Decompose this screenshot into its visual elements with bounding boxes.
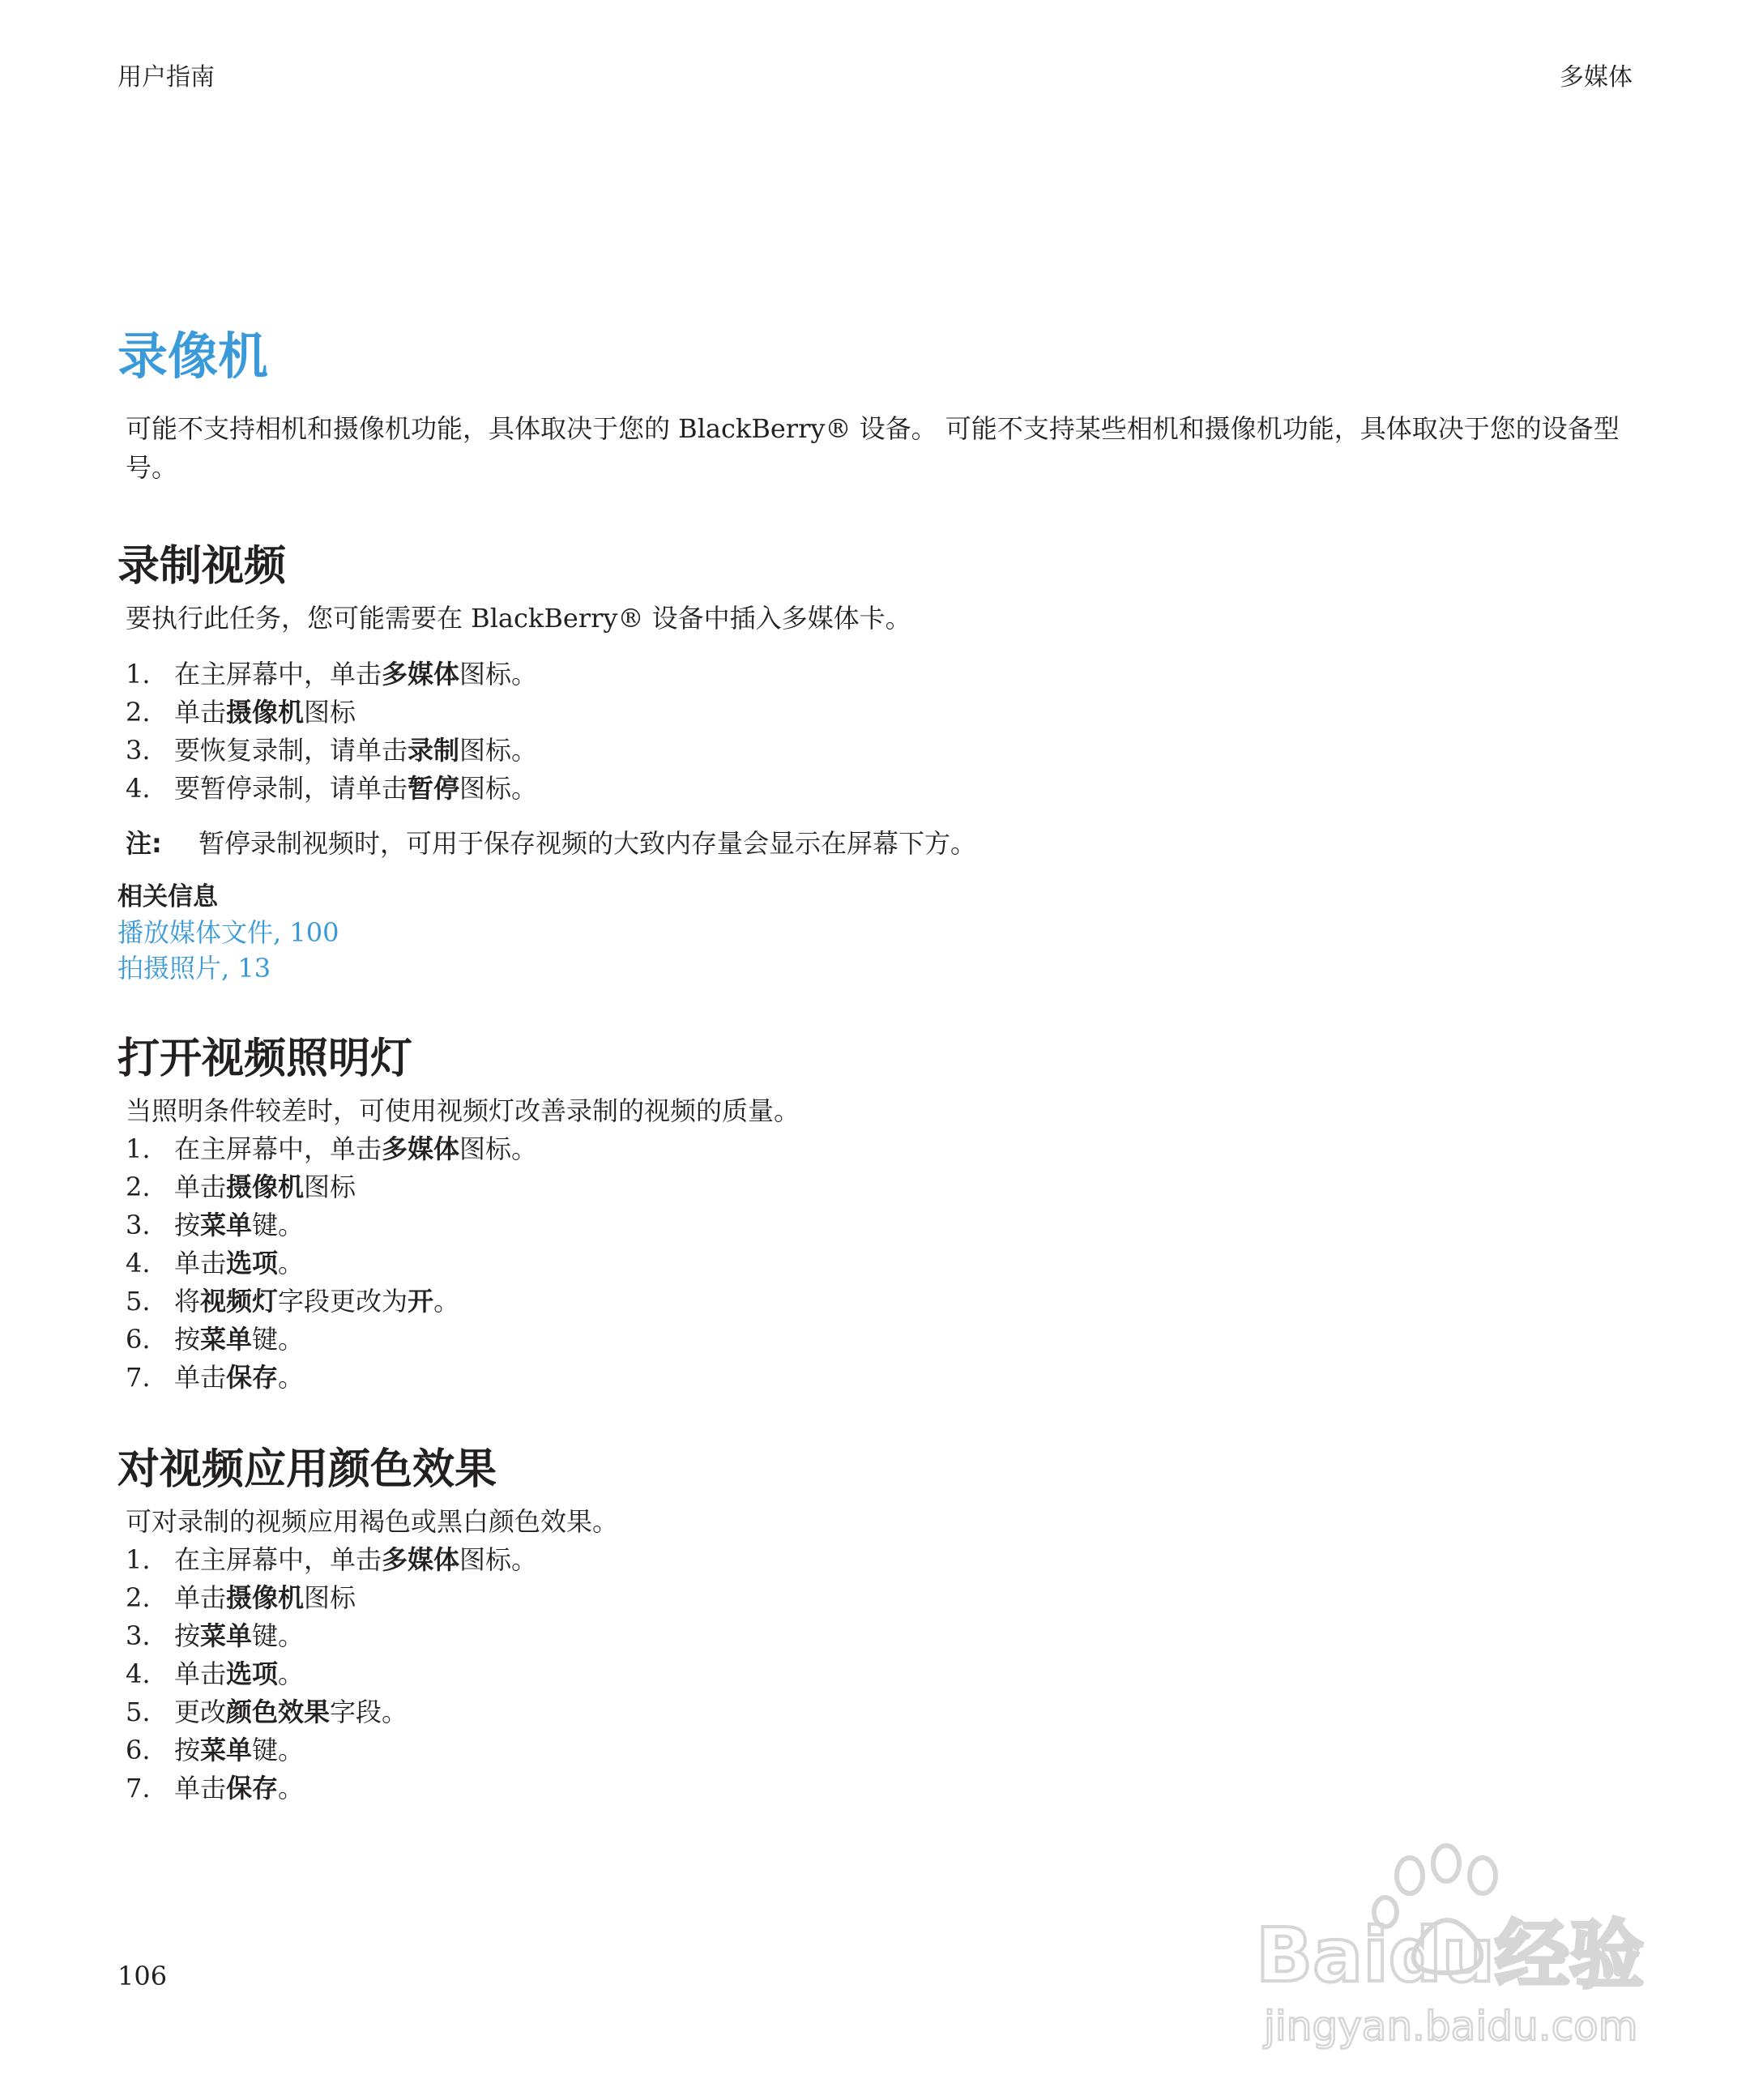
intro-paragraph: 可能不支持相机和摄像机功能，具体取决于您的 BlackBerry® 设备。 可能不支持某些相机和摄像机功能，具体取决于您的设备型号。: [126, 413, 1620, 483]
watermark-brand: Baidu经验: [1256, 1912, 1645, 1999]
list-item: 7. 单击保存。: [126, 1773, 305, 1803]
list-item: 2. 单击摄像机图标: [126, 1172, 356, 1202]
watermark-url: jingyan.baidu.com: [1264, 2003, 1638, 2050]
section-color-effect-text: 可对录制的视频应用褐色或黑白颜色效果。: [126, 1506, 619, 1537]
running-header-left: 用户指南: [117, 63, 215, 92]
list-item: 6. 按菜单键。: [126, 1735, 305, 1765]
list-item: 5. 将视频灯字段更改为开。: [126, 1286, 460, 1317]
section-heading-color-effect: 对视频应用颜色效果: [117, 1445, 497, 1494]
list-item: 6. 按菜单键。: [126, 1324, 305, 1355]
section-heading-video-light: 打开视频照明灯: [117, 1035, 413, 1083]
note-label: 注:: [126, 828, 162, 859]
baidu-jingyan-watermark: [1248, 1839, 1669, 2058]
related-info-title: 相关信息: [117, 882, 218, 911]
list-item: 1. 在主屏幕中，单击多媒体图标。: [126, 1133, 538, 1164]
list-item: 1. 在主屏幕中，单击多媒体图标。: [126, 659, 538, 689]
section-record-video-text: 要执行此任务，您可能需要在 BlackBerry® 设备中插入多媒体卡。: [126, 603, 911, 634]
section-video-light-text: 当照明条件较差时，可使用视频灯改善录制的视频的质量。: [126, 1095, 800, 1126]
related-info: [117, 879, 1657, 986]
list-item: 2. 单击摄像机图标: [126, 697, 356, 728]
steps-color-effect: [117, 1541, 1657, 1808]
list-item: 7. 单击保存。: [126, 1362, 305, 1393]
list-item: 3. 按菜单键。: [126, 1620, 305, 1651]
page-title: 录像机: [117, 327, 269, 386]
page-content: [117, 312, 1657, 1808]
related-link-play-media[interactable]: 播放媒体文件, 100: [117, 917, 339, 948]
running-header-right: 多媒体: [1560, 63, 1633, 92]
list-item: 5. 更改颜色效果字段。: [126, 1697, 408, 1727]
list-item: 3. 要恢复录制，请单击录制图标。: [126, 735, 538, 766]
note-paragraph: [117, 824, 1657, 863]
list-item: 4. 单击选项。: [126, 1658, 305, 1689]
list-item: 1. 在主屏幕中，单击多媒体图标。: [126, 1544, 538, 1575]
steps-record-video: [117, 655, 1657, 808]
note-text: 暂停录制视频时，可用于保存视频的大致内存量会显示在屏幕下方。: [198, 828, 977, 859]
steps-video-light: [117, 1130, 1657, 1397]
list-item: 4. 要暂停录制，请单击暂停图标。: [126, 773, 538, 804]
related-link-take-photo[interactable]: 拍摄照片, 13: [117, 953, 271, 984]
list-item: 2. 单击摄像机图标: [126, 1582, 356, 1613]
section-heading-record-video: 录制视频: [117, 542, 287, 591]
list-item: 4. 单击选项。: [126, 1248, 305, 1278]
list-item: 3. 按菜单键。: [126, 1210, 305, 1240]
page-number: 106: [117, 1961, 168, 1991]
